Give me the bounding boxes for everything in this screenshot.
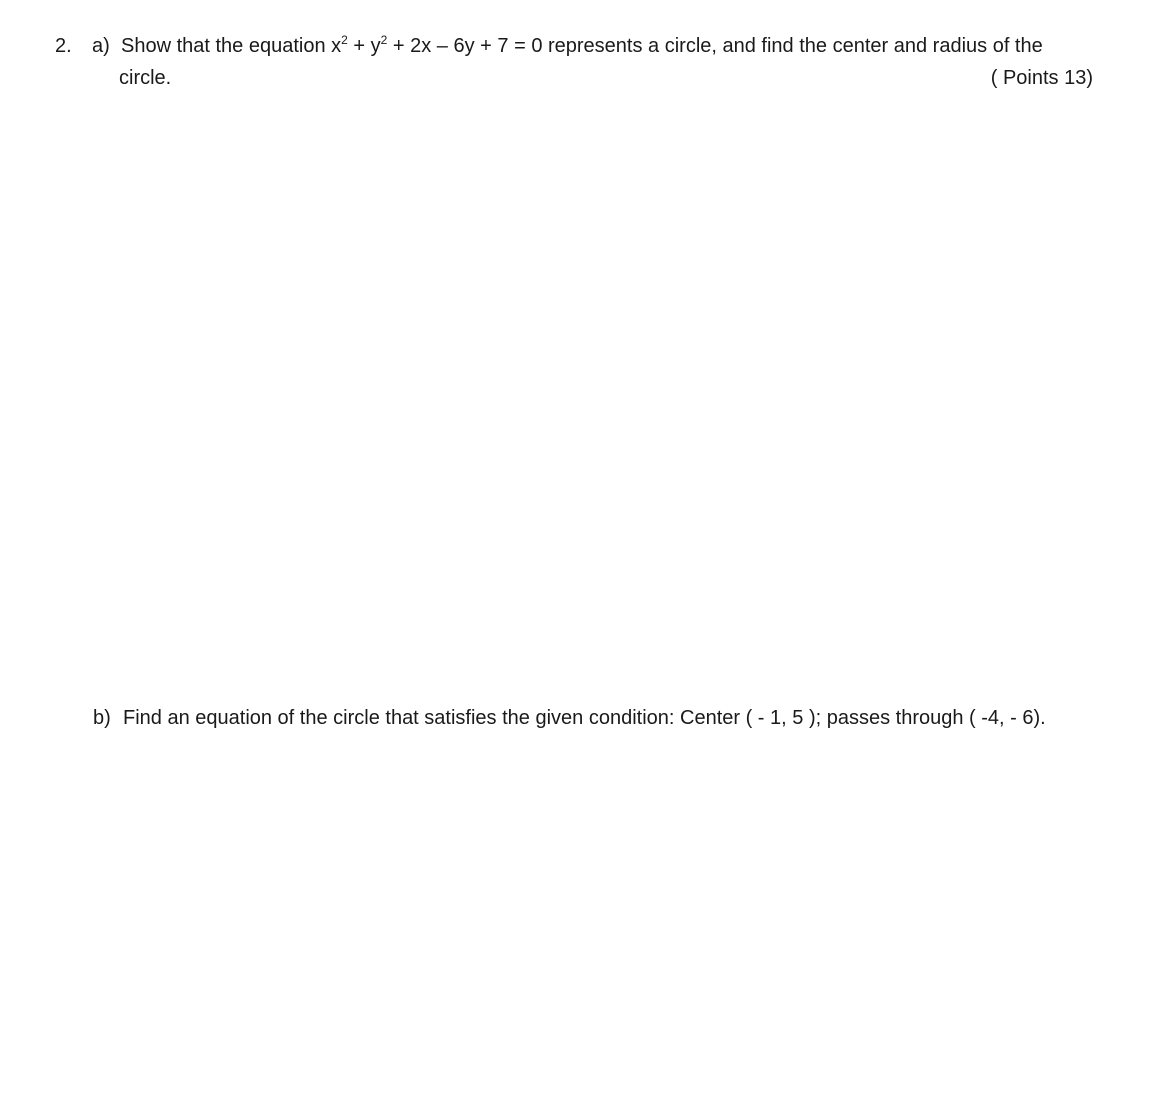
- exponent-y: 2: [380, 33, 388, 47]
- part-a-text-mid: + y: [347, 35, 381, 57]
- part-a-prompt: [121, 30, 1043, 62]
- question-number: 2.: [55, 35, 72, 57]
- points-label: ( Points 13): [990, 67, 1093, 89]
- part-a-label: a): [92, 35, 110, 57]
- part-a-text-after: + 2x – 6y + 7 = 0 represents a circle, and find the center and radius of the: [387, 35, 1043, 57]
- exponent-x: 2: [341, 33, 348, 47]
- part-b-label: b): [93, 707, 111, 729]
- part-a-prompt-continued: circle.: [119, 67, 172, 89]
- part-b-prompt: Find an equation of the circle that satisfies the given condition: Center ( - 1, 5 ); passes through ( -4, - 6).: [123, 707, 1046, 729]
- part-a-text-before: Show that the equation x: [121, 35, 342, 57]
